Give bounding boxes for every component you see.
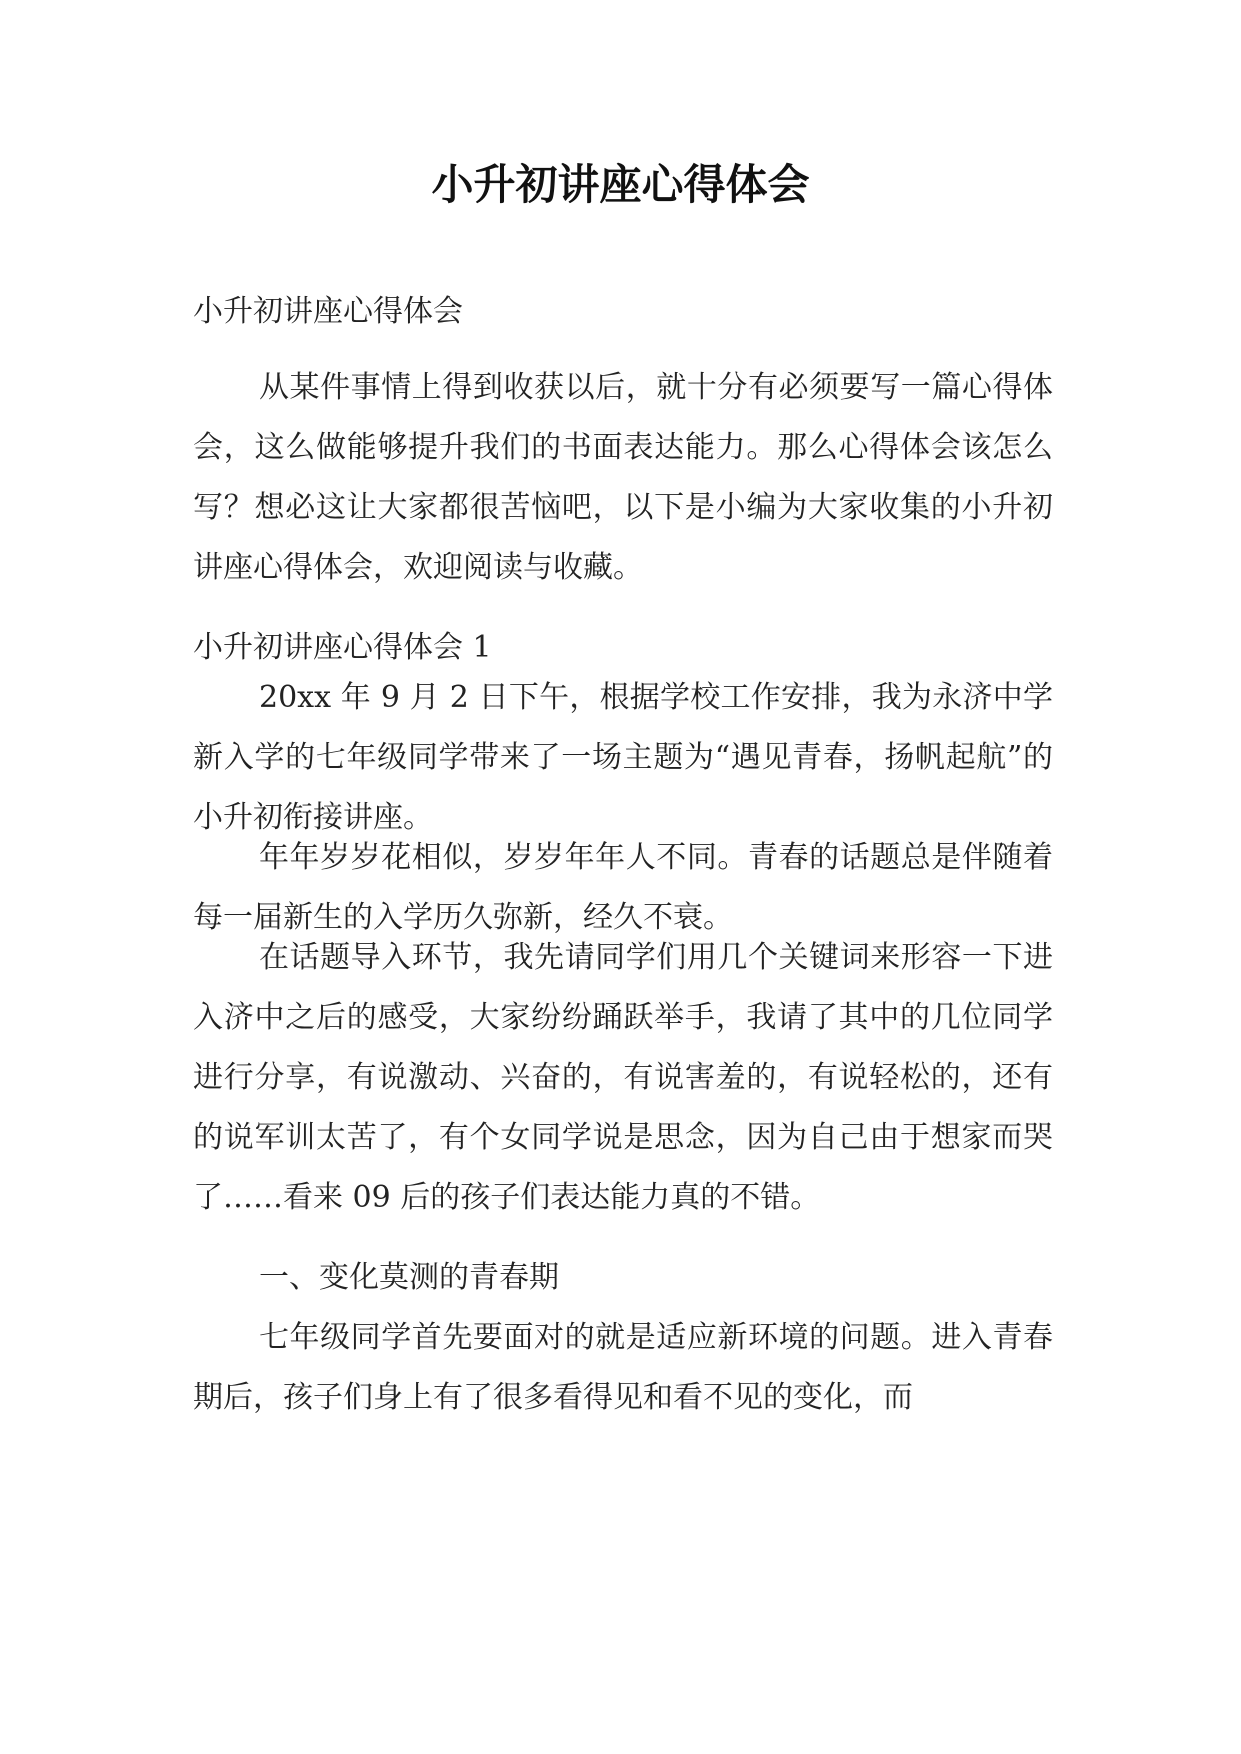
paragraph-2: 年年岁岁花相似，岁岁年年人不同。青春的话题总是伴随着每一届新生的入学历久弥新，经久不衰。 (193, 840, 1053, 935)
intro-paragraph: 从某件事情上得到收获以后，就十分有必须要写一篇心得体会，这么做能够提升我们的书面表达能力。那么心得体会该怎么写？想必这让大家都很苦恼吧，以下是小编为大家收集的小升初讲座心得体会，欢迎阅读与收藏。 (193, 370, 1053, 585)
document-subtitle: 小升初讲座心得体会 (193, 294, 463, 329)
paragraph-4: 七年级同学首先要面对的就是适应新环境的问题。进入青春期后，孩子们身上有了很多看得见和看不见的变化，而 (193, 1320, 1053, 1415)
paragraph-1: 20xx 年 9 月 2 日下午，根据学校工作安排，我为永济中学新入学的七年级同学带来了一场主题为“遇见青春，扬帆起航”的小升初衔接讲座。 (193, 680, 1053, 835)
section-heading: 小升初讲座心得体会 1 (193, 630, 492, 665)
document-title: 小升初讲座心得体会 (431, 160, 810, 209)
paragraph-3: 在话题导入环节，我先请同学们用几个关键词来形容一下进入济中之后的感受，大家纷纷踊跃举手，我请了其中的几位同学进行分享，有说激动、兴奋的，有说害羞的，有说轻松的，还有的说军训太苦了，有个女同学说是思念，因为自己由于想家而哭了……看来 09 后的孩子们表达能力真的不错。 (193, 940, 1053, 1215)
subheading-adolescence: 一、变化莫测的青春期 (259, 1260, 559, 1295)
